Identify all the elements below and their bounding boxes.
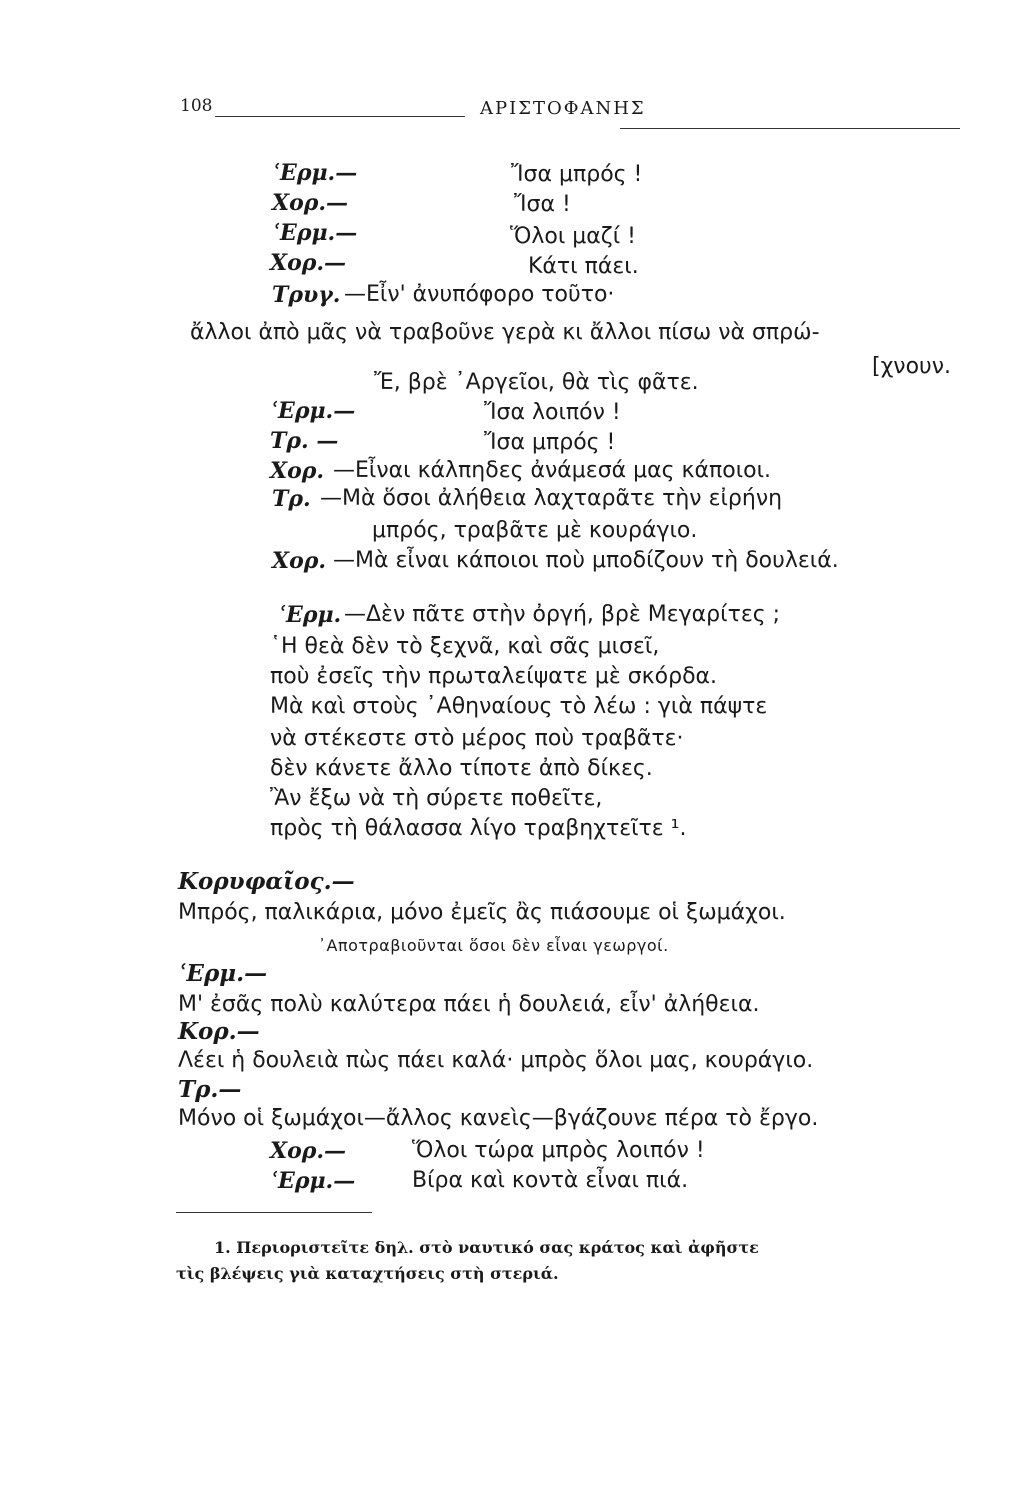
speaker-label: Τρ.—: [178, 1076, 242, 1103]
verse-line: Μπρός, παλικάρια, μόνο ἐμεῖς ἂς πιάσουμε οἱ ξωμάχοι.: [178, 900, 786, 925]
verse-line-continuation: [χνουν.: [872, 354, 952, 379]
speaker-label: ʿΕρμ.—: [270, 1168, 356, 1194]
verse-line: Ἴσα λοιπόν !: [484, 400, 621, 425]
speaker-label: ʿΕρμ.—: [178, 960, 268, 987]
verse-line: Ὅλοι τώρα μπρὸς λοιπόν !: [412, 1138, 705, 1163]
speaker-label: ʿΕρμ.—: [272, 160, 358, 186]
header-rule-right: [620, 128, 960, 129]
speaker-label: Χορ.—: [272, 190, 349, 216]
verse-line: ποὺ ἐσεῖς τὴν πρωταλείψατε μὲ σκόρδα.: [270, 664, 718, 689]
verse-line: ῾Η θεὰ δὲν τὸ ξεχνᾶ, καὶ σᾶς μισεῖ,: [270, 634, 660, 659]
verse-line: Ἂν ἔξω νὰ τὴ σύρετε ποθεῖτε,: [270, 786, 603, 811]
verse-line: —Μὰ ὅσοι ἀλήθεια λαχταρᾶτε τὴν εἰρήνη: [320, 486, 783, 511]
verse-line: —Εἶν' ἀνυπόφορο τοῦτο·: [344, 282, 615, 307]
verse-line: πρὸς τὴ θάλασσα λίγο τραβηχτεῖτε ¹.: [270, 816, 687, 841]
speaker-label: Τρυγ.: [272, 282, 341, 308]
verse-line: Ἴσα !: [514, 192, 571, 217]
verse-line: Μόνο οἱ ξωμάχοι—ἄλλος κανεὶς—βγάζουνε πέρα τὸ ἔργο.: [178, 1106, 819, 1131]
footnote-rule: [176, 1212, 372, 1213]
verse-line: νὰ στέκεστε στὸ μέρος ποὺ τραβᾶτε·: [270, 726, 684, 751]
verse-line: ἄλλοι ἀπὸ μᾶς νὰ τραβοῦνε γερὰ κι ἄλλοι πίσω νὰ σπρώ-: [190, 320, 820, 345]
verse-line: Μ' ἐσᾶς πολὺ καλύτερα πάει ἡ δουλειά, εἶν' ἀλήθεια.: [178, 992, 760, 1017]
header-rule-left: [215, 116, 465, 117]
running-title: ΑΡΙΣΤΟΦΑΝΗΣ: [480, 98, 646, 119]
speaker-label: Χορ.—: [270, 250, 347, 276]
verse-line: Ἴσα μπρός !: [484, 430, 616, 455]
verse-line: —Δὲν πᾶτε στὴν ὀργή, βρὲ Μεγαρίτες ;: [344, 602, 781, 627]
page-number: 108: [180, 96, 213, 116]
speaker-label: Τρ.: [272, 486, 311, 512]
speaker-label: Κορυφαῖος.—: [178, 868, 355, 895]
verse-line: —Μὰ εἶναι κάποιοι ποὺ μποδίζουν τὴ δουλειά.: [333, 548, 839, 573]
footnote-line: τὶς βλέψεις γιὰ καταχτήσεις στὴ στεριά.: [176, 1264, 559, 1283]
speaker-label: Τρ. —: [270, 428, 339, 454]
verse-line: Ἴσα μπρός !: [511, 162, 643, 187]
verse-line: —Εἶναι κάλπηδες ἀνάμεσά μας κάποιοι.: [333, 458, 772, 483]
speaker-label: Χορ.: [270, 458, 325, 484]
verse-line: Ἔ, βρὲ ᾿Αργεῖοι, θὰ τὶς φᾶτε.: [374, 370, 699, 395]
verse-line: Μὰ καὶ στοὺς ᾿Αθηναίους τὸ λέω : γιὰ πάψτε: [270, 694, 768, 719]
verse-line: μπρός, τραβᾶτε μὲ κουράγιο.: [372, 518, 698, 543]
verse-line: Λέει ἡ δουλειὰ πὼς πάει καλά· μπρὸς ὅλοι μας, κουράγιο.: [178, 1048, 814, 1073]
verse-line: Βίρα καὶ κοντὰ εἶναι πιά.: [412, 1168, 689, 1193]
speaker-label: Χορ.: [272, 548, 327, 574]
speaker-label: Χορ.—: [270, 1138, 347, 1164]
verse-line: δὲν κάνετε ἄλλο τίποτε ἀπὸ δίκες.: [270, 756, 653, 781]
speaker-label: Κορ.—: [178, 1018, 260, 1045]
verse-line: Κάτι πάει.: [528, 254, 639, 279]
speaker-label: ʿΕρμ.—: [270, 398, 356, 424]
stage-direction: ᾿Αποτραβιοῦνται ὅσοι δὲν εἶναι γεωργοί.: [318, 936, 669, 955]
verse-line: Ὅλοι μαζί !: [510, 224, 636, 249]
speaker-label: ʿΕρμ.: [278, 602, 342, 628]
footnote-line: 1. Περιοριστεῖτε δηλ. στὸ ναυτικό σας κράτος καὶ ἀφῆστε: [214, 1238, 759, 1257]
speaker-label: ʿΕρμ.—: [272, 220, 358, 246]
